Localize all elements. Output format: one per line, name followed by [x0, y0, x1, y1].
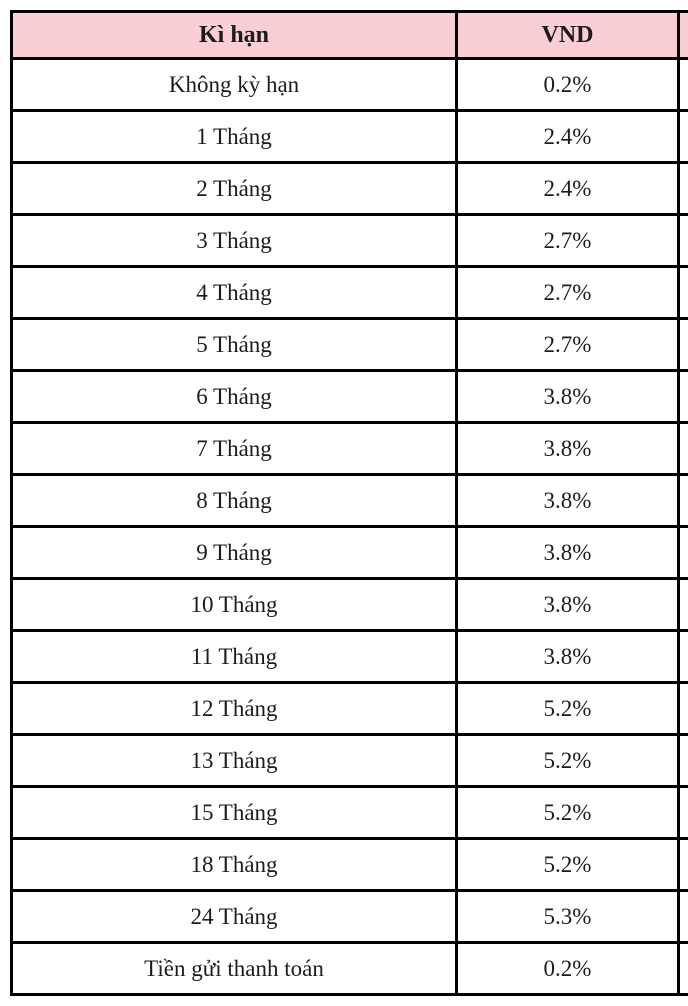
table-row — [12, 475, 688, 527]
rate-cell: 5.2% — [457, 787, 679, 839]
header-extra-clipped — [679, 12, 688, 59]
table-row — [12, 371, 688, 423]
term-cell: 13 Tháng — [12, 735, 457, 787]
term-cell: 7 Tháng — [12, 423, 457, 475]
rate-cell: 5.2% — [457, 839, 679, 891]
table-row — [12, 319, 688, 371]
extra-cell-clipped — [679, 163, 688, 215]
rate-cell: 3.8% — [457, 631, 679, 683]
rate-cell: 5.2% — [457, 735, 679, 787]
extra-cell-clipped — [679, 735, 688, 787]
extra-cell-clipped — [679, 943, 688, 995]
term-cell: 5 Tháng — [12, 319, 457, 371]
extra-cell-clipped — [679, 839, 688, 891]
header-vnd: VND — [457, 12, 679, 59]
term-cell: 9 Tháng — [12, 527, 457, 579]
table-row — [12, 631, 688, 683]
rate-cell: 3.8% — [457, 423, 679, 475]
extra-cell-clipped — [679, 267, 688, 319]
rate-cell: 2.7% — [457, 267, 679, 319]
term-cell: 4 Tháng — [12, 267, 457, 319]
extra-cell-clipped — [679, 527, 688, 579]
extra-cell-clipped — [679, 423, 688, 475]
header-row — [12, 12, 688, 59]
term-cell: 3 Tháng — [12, 215, 457, 267]
table-row — [12, 215, 688, 267]
table-row — [12, 163, 688, 215]
extra-cell-clipped — [679, 111, 688, 163]
term-cell: 6 Tháng — [12, 371, 457, 423]
term-cell: 15 Tháng — [12, 787, 457, 839]
rate-cell: 5.3% — [457, 891, 679, 943]
term-cell: 24 Tháng — [12, 891, 457, 943]
table-row — [12, 59, 688, 111]
rate-cell: 2.4% — [457, 111, 679, 163]
term-cell: 12 Tháng — [12, 683, 457, 735]
table-row — [12, 267, 688, 319]
table-row — [12, 527, 688, 579]
rate-cell: 2.4% — [457, 163, 679, 215]
rate-cell: 0.2% — [457, 59, 679, 111]
table-row — [12, 839, 688, 891]
table-row — [12, 423, 688, 475]
extra-cell-clipped — [679, 787, 688, 839]
term-cell: Tiền gửi thanh toán — [12, 943, 457, 995]
table-row — [12, 787, 688, 839]
table-body — [12, 59, 688, 995]
table-row — [12, 111, 688, 163]
extra-cell-clipped — [679, 371, 688, 423]
extra-cell-clipped — [679, 631, 688, 683]
rate-cell: 3.8% — [457, 579, 679, 631]
extra-cell-clipped — [679, 891, 688, 943]
rate-cell: 5.2% — [457, 683, 679, 735]
table-row — [12, 683, 688, 735]
term-cell: Không kỳ hạn — [12, 59, 457, 111]
extra-cell-clipped — [679, 475, 688, 527]
rate-cell: 3.8% — [457, 475, 679, 527]
extra-cell-clipped — [679, 579, 688, 631]
header-term: Kì hạn — [12, 12, 457, 59]
rate-cell: 0.2% — [457, 943, 679, 995]
table-row — [12, 891, 688, 943]
table-row — [12, 579, 688, 631]
extra-cell-clipped — [679, 59, 688, 111]
rate-cell: 2.7% — [457, 319, 679, 371]
term-cell: 10 Tháng — [12, 579, 457, 631]
table-row — [12, 735, 688, 787]
extra-cell-clipped — [679, 683, 688, 735]
rate-cell: 3.8% — [457, 527, 679, 579]
term-cell: 11 Tháng — [12, 631, 457, 683]
extra-cell-clipped — [679, 215, 688, 267]
term-cell: 2 Tháng — [12, 163, 457, 215]
rate-cell: 2.7% — [457, 215, 679, 267]
term-cell: 18 Tháng — [12, 839, 457, 891]
term-cell: 8 Tháng — [12, 475, 457, 527]
extra-cell-clipped — [679, 319, 688, 371]
term-cell: 1 Tháng — [12, 111, 457, 163]
rate-cell: 3.8% — [457, 371, 679, 423]
interest-rate-table — [10, 10, 688, 996]
table-row — [12, 943, 688, 995]
